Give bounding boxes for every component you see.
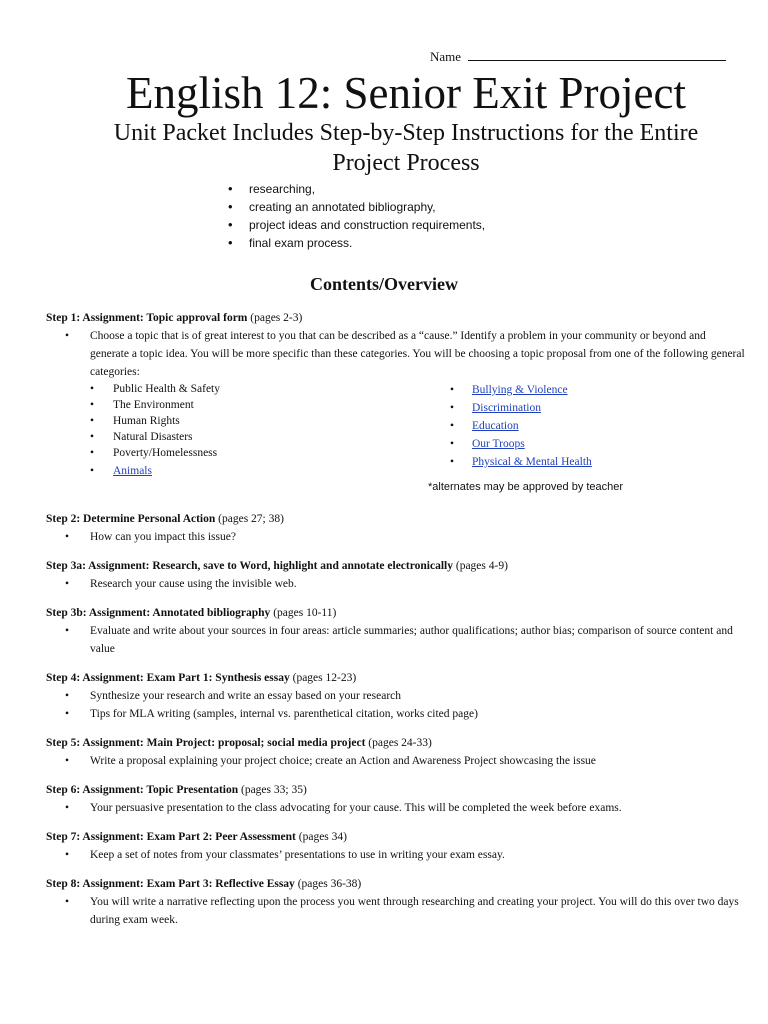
step-bullet: • Choose a topic that is of great interest to you that can be described as a “cause.” Identify a problem in your community or beyond and generate a topic idea. You will be more specific than these categories. You will be choosing a topic proposal from one of the following general categories: — [46, 327, 746, 381]
category-link-our-troops[interactable]: Our Troops — [472, 438, 525, 450]
step-label: Step 7: Assignment: Exam Part 2: Peer Assessment — [46, 831, 296, 843]
step-bullet: • How can you impact this issue? — [46, 528, 746, 546]
step-heading — [46, 782, 746, 799]
step-6 — [46, 782, 746, 817]
step-pages: (pages 36-38) — [297, 878, 362, 890]
category-item: • Poverty/Homelessness — [90, 445, 450, 461]
category-item — [450, 453, 592, 471]
intro-list — [228, 180, 485, 252]
step-label-rest: : Assignment: Annotated bibliography — [82, 607, 271, 619]
category-item — [90, 463, 450, 479]
step-heading — [46, 829, 746, 846]
category-item: • Public Health & Safety — [90, 381, 450, 397]
category-item — [450, 399, 592, 417]
category-list-right — [450, 381, 592, 479]
step-pages: (pages 4-9) — [455, 560, 508, 572]
step-bullet: • Tips for MLA writing (samples, internal vs. parenthetical citation, works cited page) — [46, 705, 746, 723]
intro-list-item: • final exam process. — [228, 234, 485, 252]
category-item: • Human Rights — [90, 413, 450, 429]
step-pages: (pages 12-23) — [292, 672, 357, 684]
step-label: Step 5: Assignment: Main Project: proposal; social media project — [46, 737, 366, 749]
step-pages: (pages 24-33) — [368, 737, 432, 749]
step-heading — [46, 876, 746, 893]
step-5 — [46, 735, 746, 770]
name-blank-line[interactable] — [468, 48, 726, 61]
step-heading — [46, 605, 746, 622]
category-link-bullying[interactable]: Bullying & Violence — [472, 384, 568, 396]
intro-list-item: • creating an annotated bibliography, — [228, 198, 485, 216]
step-heading — [46, 310, 746, 327]
category-item — [450, 417, 592, 435]
step-2 — [46, 511, 746, 546]
category-columns — [46, 381, 746, 479]
intro-list-item: • project ideas and construction requirements, — [228, 216, 485, 234]
document-title: English 12: Senior Exit Project — [126, 68, 686, 118]
step-pages: (pages 33; 35) — [240, 784, 307, 796]
step-7 — [46, 829, 746, 864]
step-label: Step 1: Assignment: Topic approval form — [46, 312, 248, 324]
category-item — [450, 381, 592, 399]
category-list-left — [46, 381, 450, 479]
step-1 — [46, 310, 746, 495]
contents-heading: Contents/Overview — [310, 274, 458, 294]
step-bullet: • Evaluate and write about your sources in four areas: article summaries; author qualifications; author bias; comparison of source content and value — [46, 622, 746, 658]
step-4 — [46, 670, 746, 723]
step-bullet: • Your persuasive presentation to the class advocating for your cause. This will be completed the week before exams. — [46, 799, 746, 817]
step-3b — [46, 605, 746, 658]
step-label: Step 4: Assignment: Exam Part 1: Synthesis essay — [46, 672, 290, 684]
step-8 — [46, 876, 746, 929]
step-bullet: • Synthesize your research and write an essay based on your research — [46, 687, 746, 705]
category-link-discrimination[interactable]: Discrimination — [472, 402, 541, 414]
category-item — [450, 435, 592, 453]
step-bullet: • You will write a narrative reflecting upon the process you went through researching and creating your project. You will do this over two days during exam week. — [46, 893, 746, 929]
step-label: Step 2: Determine Personal Action — [46, 513, 216, 525]
step-label: Step 3a: Assignment: Research, save to Word, highlight and annotate electronically — [46, 560, 453, 572]
steps-list — [46, 310, 746, 941]
step-heading — [46, 670, 746, 687]
name-field[interactable] — [430, 48, 726, 65]
category-item: • The Environment — [90, 397, 450, 413]
step-heading — [46, 511, 746, 528]
step-pages: (pages 2-3) — [250, 312, 303, 324]
step-pages: (pages 27; 38) — [218, 513, 284, 525]
categories-note: *alternates may be approved by teacher — [428, 481, 624, 493]
category-link-animals[interactable]: Animals — [113, 465, 152, 477]
category-link-health[interactable]: Physical & Mental Health — [472, 456, 592, 468]
step-label: Step 3b — [46, 607, 83, 619]
step-bullet: • Research your cause using the invisible web. — [46, 575, 746, 593]
step-heading — [46, 735, 746, 752]
step-pages: (pages 34) — [298, 831, 347, 843]
step-label: Step 8: Assignment: Exam Part 3: Reflective Essay — [46, 878, 295, 890]
name-label: Name — [430, 49, 462, 64]
step-heading — [46, 558, 746, 575]
step-label: Step 6: Assignment: Topic Presentation — [46, 784, 239, 796]
category-link-education[interactable]: Education — [472, 420, 519, 432]
step-bullet: • Keep a set of notes from your classmates’ presentations to use in writing your exam essay. — [46, 846, 746, 864]
step-bullet: • Write a proposal explaining your project choice; create an Action and Awareness Project showcasing the issue — [46, 752, 746, 770]
step-3a — [46, 558, 746, 593]
document-subtitle: Unit Packet Includes Step-by-Step Instructions for the Entire Project Process — [113, 120, 699, 176]
intro-list-item: • researching, — [228, 180, 485, 198]
category-item: • Natural Disasters — [90, 429, 450, 445]
step-pages: (pages 10-11) — [273, 607, 337, 619]
